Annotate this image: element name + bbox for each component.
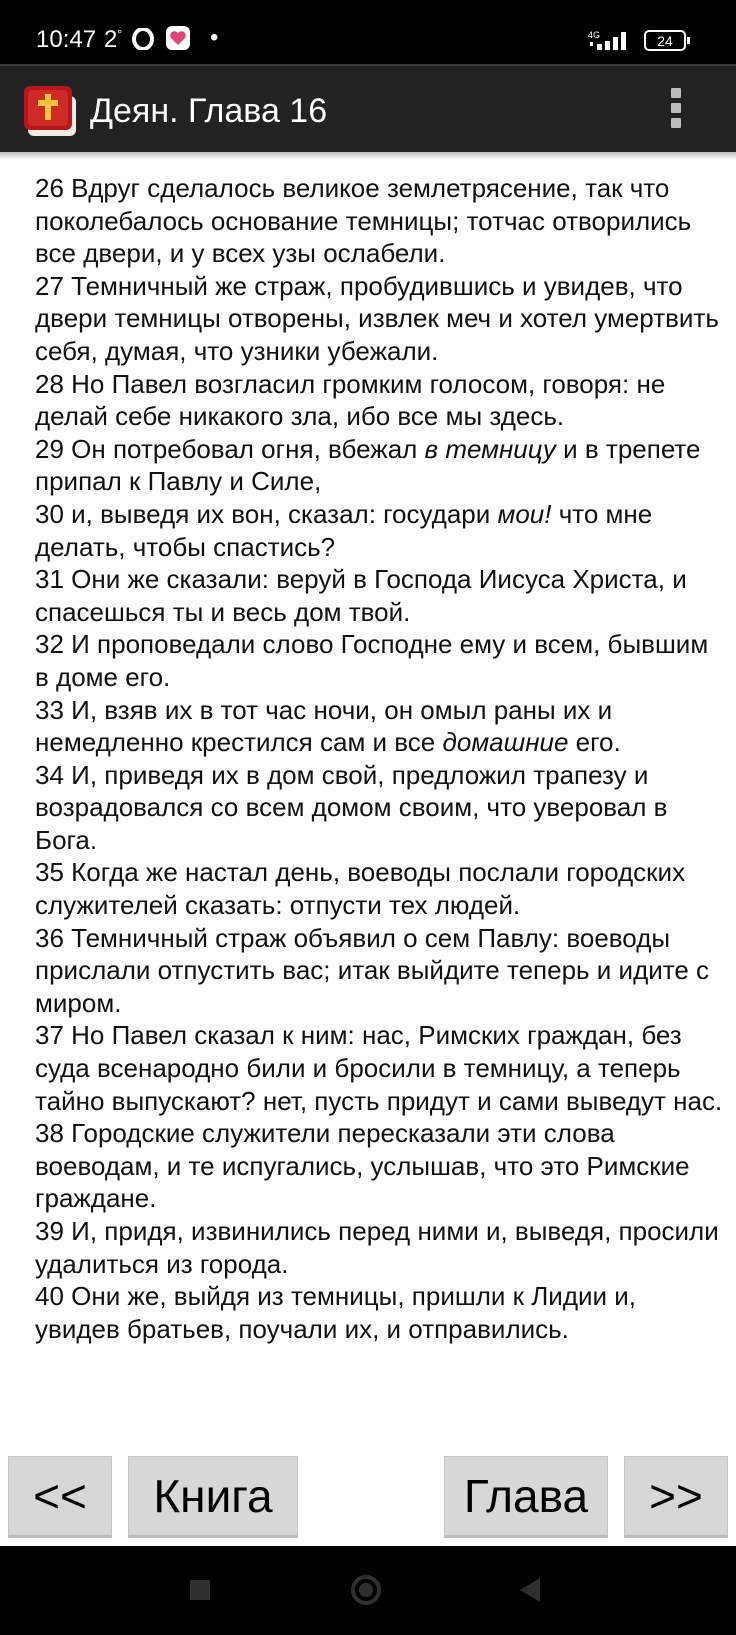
chapter-content — [0, 152, 736, 1546]
verse-number: 26 — [35, 173, 64, 203]
home-circle-icon[interactable] — [350, 1574, 382, 1606]
verse-italic-text: мои! — [497, 498, 552, 529]
verse-text: Темничный же страж, пробудившись и увидев, что двери темницы отворены, извлек меч и хотел умертвить себя, думая, что узники убежали. — [35, 270, 719, 366]
verse-number: 31 — [35, 564, 64, 595]
verse-number: 29 — [35, 433, 64, 464]
verse-37 — [35, 1019, 725, 1117]
verse-text: Темничный страж объявил о сем Павлу: воеводы прислали отпустить вас; итак выйдите теперь и идите с миром. — [35, 922, 710, 1018]
verse-27 — [35, 270, 725, 368]
verse-text: Они же сказали: веруй в Господа Иисуса Христа, и спасешься ты и весь дом твой. — [35, 564, 687, 627]
back-triangle-icon[interactable] — [518, 1576, 542, 1604]
verse-text: что мне делать, чтобы спастись? — [35, 498, 653, 562]
verse-number: 40 — [35, 1281, 64, 1312]
battery-icon — [644, 30, 692, 52]
network-type: 4G — [588, 30, 601, 40]
verse-text: Городские служители пересказали эти слова воеводам, и те испугались, услышав, что это Римские граждане. — [35, 1118, 690, 1214]
verse-30 — [35, 498, 725, 563]
verse-number: 38 — [35, 1118, 64, 1149]
app-bar — [0, 64, 736, 152]
verse-38 — [35, 1117, 725, 1215]
previous-chapter-button[interactable]: << — [8, 1456, 112, 1538]
weather-unit: ° — [117, 27, 123, 41]
battery-level: 24 — [657, 33, 673, 49]
verse-text: Но Павел сказал к ним: нас, Римских граждан, без суда всенародно били и бросили в темницу, а теперь тайно выпускают? нет, пусть придут и сами выведут нас. — [35, 1020, 723, 1116]
verse-number: 34 — [35, 759, 64, 790]
verse-text: его. — [568, 727, 621, 758]
bible-icon[interactable] — [22, 80, 80, 142]
status-bar — [0, 0, 736, 64]
verse-29 — [35, 433, 725, 498]
page-title: Деян. Глава 16 — [90, 92, 328, 130]
more-notifications-dot: • — [210, 24, 219, 51]
system-nav-bar — [0, 1546, 736, 1635]
verse-number: 37 — [35, 1020, 64, 1051]
verse-text: Когда же настал день, воеводы послали городских служителей сказать: отпусти тех людей. — [35, 857, 686, 921]
verse-number: 27 — [35, 270, 64, 301]
verse-number: 39 — [35, 1216, 64, 1246]
verse-28 — [35, 368, 725, 433]
status-weather — [104, 26, 122, 54]
verse-italic-text: в темницу — [424, 433, 556, 464]
verse-26 — [35, 172, 725, 270]
verse-36 — [35, 922, 725, 1020]
verse-31 — [35, 563, 725, 628]
verse-34 — [35, 759, 725, 857]
verse-text: Вдруг сделалось великое землетрясение, так что поколебалось основание темницы; тотчас отворились все двери, и у всех узы ослабели. — [35, 173, 692, 269]
verse-list — [35, 172, 725, 1345]
verse-number: 35 — [35, 857, 64, 888]
verse-number: 33 — [35, 694, 64, 725]
book-button[interactable]: Книга — [128, 1456, 298, 1538]
recents-square-icon[interactable] — [190, 1580, 210, 1600]
verse-text: И, приведя их в дом свой, предложил трапезу и возрадовался со всем домом своим, что уверовал в Бога. — [35, 759, 668, 855]
verse-text: и, выведя их вон, сказал: государи — [63, 498, 498, 529]
verse-number: 36 — [35, 922, 64, 953]
app-notification-icon — [166, 26, 190, 50]
status-time: 10:47 — [36, 26, 97, 53]
verse-text: и в трепете припал к Павлу и Силе, — [35, 433, 701, 497]
verse-39 — [35, 1215, 725, 1280]
verse-35 — [35, 856, 725, 921]
verse-33 — [35, 694, 725, 759]
verse-number: 32 — [35, 629, 64, 660]
verse-text: Но Павел возгласил громким голосом, говоря: не делай себе никакого зла, ибо все мы здесь. — [35, 368, 666, 432]
verse-text: И, придя, извинились перед ними и, выведя, просили удалиться из города. — [35, 1216, 719, 1279]
opera-icon — [132, 28, 154, 50]
app-bar-shadow — [0, 152, 736, 160]
signal-icon — [588, 30, 634, 52]
next-chapter-button[interactable]: >> — [624, 1456, 728, 1538]
chapter-button[interactable]: Глава — [444, 1456, 608, 1538]
verse-40 — [35, 1280, 725, 1345]
verse-32 — [35, 628, 725, 693]
verse-text: И, взяв их в тот час ночи, он омыл раны их и немедленно крестился сам и все — [35, 694, 613, 758]
verse-number: 28 — [35, 368, 64, 399]
verse-text: Они же, выйдя из темницы, пришли к Лидии и, увидев братьев, поучали их, и отправились. — [35, 1281, 637, 1344]
verse-number: 30 — [35, 498, 64, 529]
verse-italic-text: домашние — [442, 727, 569, 758]
verse-text: Он потребовал огня, вбежал — [63, 433, 425, 464]
more-vert-icon[interactable] — [668, 88, 684, 132]
verse-text: И проповедали слово Господне ему и всем, бывшим в доме его. — [35, 629, 709, 692]
weather-value: 2 — [104, 26, 118, 53]
